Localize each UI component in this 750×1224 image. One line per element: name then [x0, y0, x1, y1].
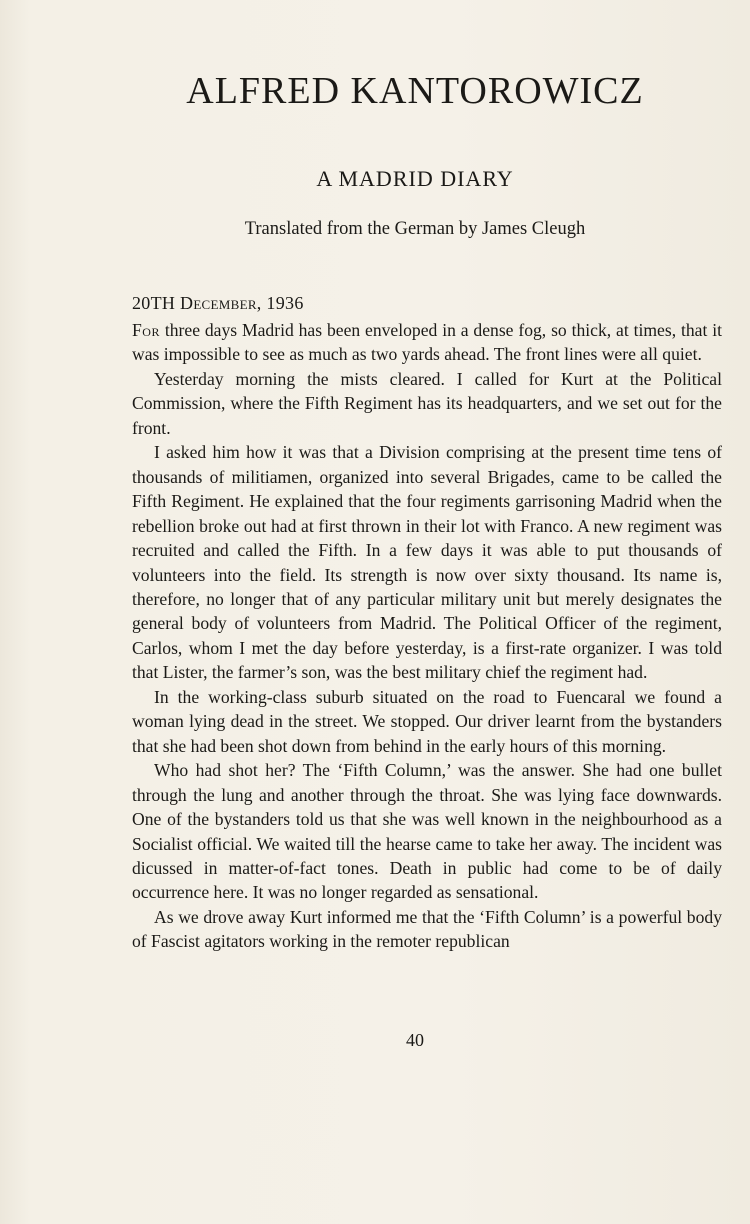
- paragraph: [132, 318, 722, 367]
- author-heading: [130, 66, 700, 116]
- entry-dateline: [132, 291, 304, 315]
- lead-word: For: [132, 320, 160, 340]
- date-month: December,: [180, 293, 262, 313]
- paragraph-text: three days Madrid has been enveloped in a dense fog, so thick, at times, that it was impossible to see as much as two yards ahead. The front lines were all quiet.: [132, 320, 722, 365]
- paragraph: Who had shot her? The ‘Fifth Column,’ was the answer. She had one bullet through the lung and another through the throat. She was lying face downwards. One of the bystanders told us that she was well known in the neighbourhood as a Socialist official. We waited till the hearse came to take her away. The incident was dicussed in matter-of-fact tones. Death in public had come to be of daily occurrence here. It was no longer regarded as sensational.: [132, 760, 722, 903]
- paragraph: As we drove away Kurt informed me that the ‘Fifth Column’ is a powerful body of Fascist agitators working in the remoter republican: [132, 906, 722, 952]
- date-day: 20TH: [132, 293, 176, 313]
- author-name: ALFRED KANTOROWICZ: [186, 70, 644, 112]
- translator-credit: Translated from the German by James Cleugh: [244, 219, 586, 239]
- diary-body: [132, 318, 722, 954]
- paragraph: In the working-class suburb situated on the road to Fuencaral we found a woman lying dead in the street. We stopped. Our driver learnt from the bystanders that she had been shot down from behind in the early hours of this morning.: [132, 686, 722, 756]
- paragraph: Yesterday morning the mists cleared. I called for Kurt at the Political Commission, where the Fifth Regiment has its headquarters, and we set out for the front.: [132, 368, 722, 438]
- article-title: A MADRID DIARY: [316, 166, 514, 191]
- page-number: 40: [406, 1030, 424, 1050]
- date-year: 1936: [266, 293, 304, 313]
- paragraph: I asked him how it was that a Division comprising at the present time tens of thousands of militiamen, organized into several Brigades, came to be called the Fifth Regiment. He explained that the four regiments garrisoning Madrid when the rebellion broke out had at first thrown in their lot with Franco. A new regiment was recruited and called the Fifth. In a few days it was able to put thousands of volunteers into the field. Its strength is now over sixty thousand. Its name is, therefore, no longer that of any particular military unit but merely designates the general body of volunteers from Madrid. The Political Officer of the regiment, Carlos, whom I met the day before yesterday, is a first-rate organizer. I was told that Lister, the farmer’s son, was the best military chief the regiment had.: [132, 442, 722, 683]
